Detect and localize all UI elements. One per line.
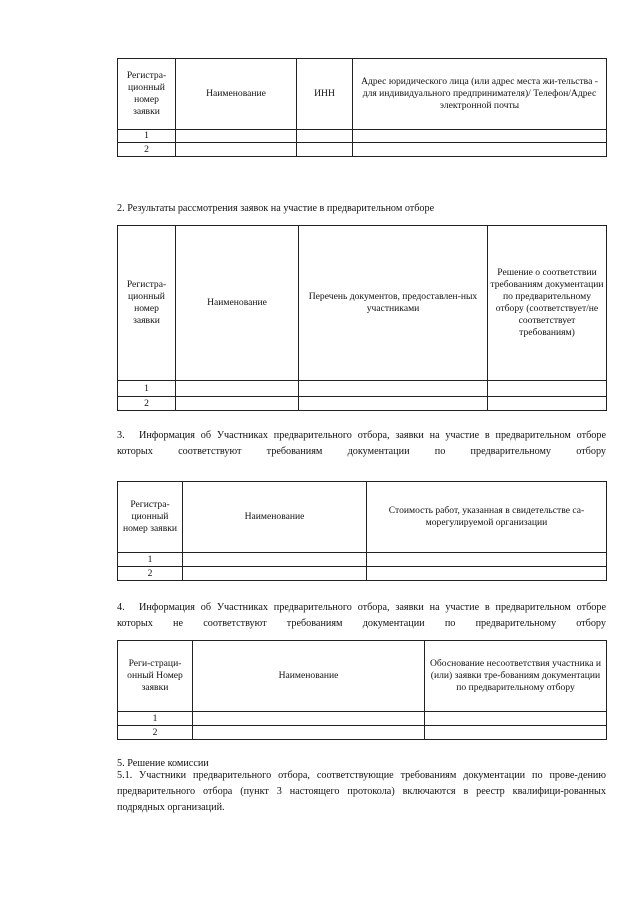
header-cost: Стоимость работ, указанная в свидетельстве са-морегулируемой организации <box>367 482 607 553</box>
section-3-number: 3. <box>117 430 125 441</box>
header-reg-no: Реги-страци-онный Номер заявки <box>118 641 193 712</box>
table-row <box>118 143 607 157</box>
header-inn: ИНН <box>297 59 353 130</box>
section-4-paragraph <box>117 600 606 632</box>
table-row <box>118 397 607 411</box>
section-5-heading: 5. Решение комиссии <box>117 758 209 769</box>
table-row <box>118 567 607 581</box>
section-2-heading: 2. Результаты рассмотрения заявок на участие в предварительном отборе <box>117 203 435 214</box>
section-3-text: Информация об Участниках предварительного отбора, заявки на участие в предварительном отборе которых соответствуют требованиям документации по предварительному отбору <box>117 430 606 457</box>
header-name: Наименование <box>193 641 425 712</box>
section-5-1-text: Участники предварительного отбора, соответствующие требованиям документации по прове-дению предварительного отбора (пункт 3 настоящего протокола) включаются в реестр квалифици-рованных подрядных организаций. <box>117 770 606 813</box>
header-name: Наименование <box>176 59 297 130</box>
header-name: Наименование <box>176 226 299 381</box>
table-row <box>118 553 607 567</box>
table-row <box>118 130 607 143</box>
row-number: 2 <box>118 143 176 157</box>
header-reg-no: Регистра-ционный номер заявки <box>118 226 176 381</box>
section-4-text: Информация об Участниках предварительного отбора, заявки на участие в предварительном отборе которых не соответствуют требованиям документации по предварительному отбору <box>117 602 606 629</box>
row-number: 1 <box>118 712 193 726</box>
row-number: 1 <box>118 553 183 567</box>
section-4-number: 4. <box>117 602 125 613</box>
table-row <box>118 712 607 726</box>
table-row <box>118 381 607 397</box>
header-address: Адрес юридического лица (или адрес места жи-тельства - для индивидуального предпринимателя)/ Телефон/Адрес электронной почты <box>353 59 607 130</box>
header-decision: Решение о соответствии требованиям документации по предварительному отбору (соответствует/не соответствует требованиям) <box>488 226 607 381</box>
header-reg-no: Регистра-ционный номер заявки <box>118 482 183 553</box>
table-non-compliant <box>117 640 607 740</box>
section-3-paragraph <box>117 428 606 460</box>
header-reg-no: Регистра-ционный номер заявки <box>118 59 176 130</box>
table-results <box>117 225 607 411</box>
header-name: Наименование <box>183 482 367 553</box>
row-number: 2 <box>118 567 183 581</box>
section-5-1-number: 5.1. <box>117 770 133 781</box>
header-reason: Обоснование несоответствия участника и (или) заявки тре-бованиям документации по предварительному отбору <box>425 641 607 712</box>
table-compliant <box>117 481 607 581</box>
table-row <box>118 726 607 740</box>
row-number: 1 <box>118 381 176 397</box>
row-number: 2 <box>118 726 193 740</box>
section-5-1-paragraph <box>117 768 606 816</box>
row-number: 1 <box>118 130 176 143</box>
header-docs: Перечень документов, предоставлен-ных участниками <box>299 226 488 381</box>
row-number: 2 <box>118 397 176 411</box>
table-applicants <box>117 58 607 157</box>
